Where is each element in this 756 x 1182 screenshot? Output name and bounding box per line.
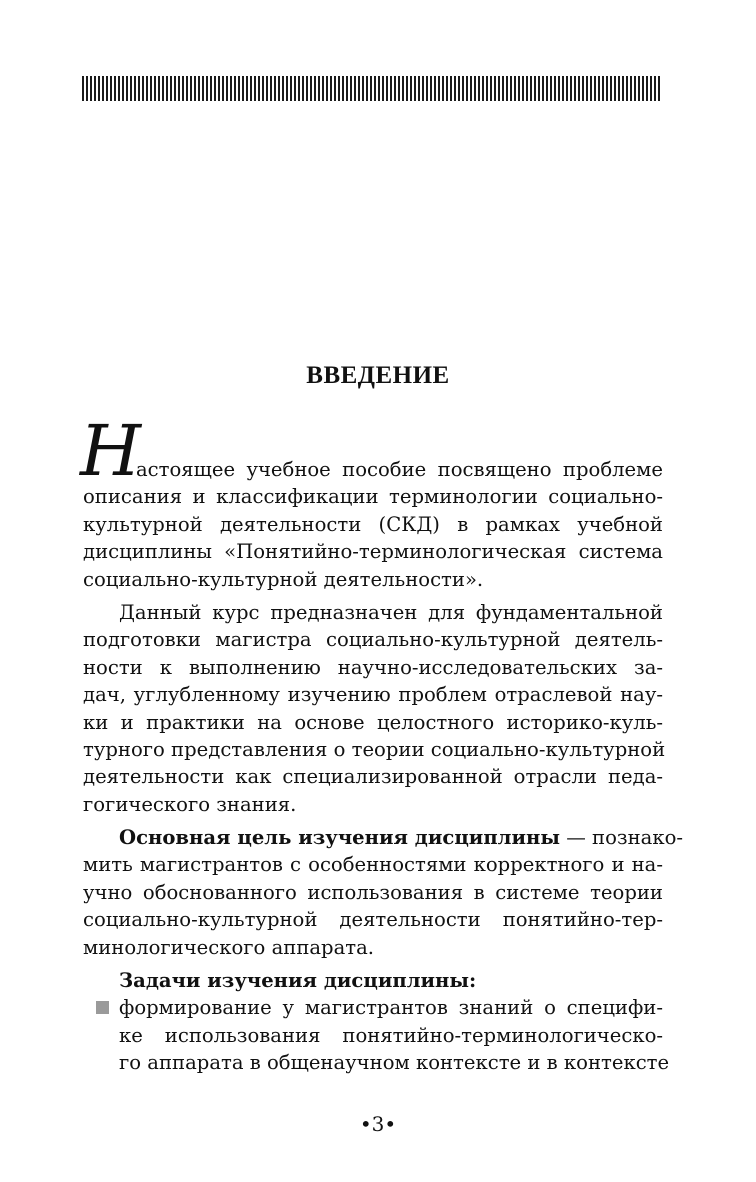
text-line: социально-культурной деятельности понятийно-тер- bbox=[83, 908, 663, 932]
text-line: учно обоснованного использования в системе теории bbox=[83, 880, 663, 904]
list-item bbox=[83, 994, 670, 1076]
page-number: •3• bbox=[359, 1112, 397, 1136]
text-line: минологического аппарата. bbox=[83, 935, 375, 959]
text-line: ки и практики на основе целостного историко-куль- bbox=[83, 710, 663, 734]
text-line: дач, углубленному изучению проблем отраслевой нау- bbox=[83, 683, 663, 707]
page-title: ВВЕДЕНИЕ bbox=[306, 362, 450, 389]
text-line: ке использования понятийно-терминологическо- bbox=[119, 1023, 663, 1047]
text-line: го аппарата в общенаучном контексте и в контексте bbox=[119, 1051, 670, 1075]
course-paragraph bbox=[83, 599, 666, 818]
goal-line-rest: — познако- bbox=[560, 826, 683, 850]
body-text bbox=[83, 456, 683, 1077]
header-ornament-rule bbox=[82, 76, 662, 101]
text-line: подготовки магистра социально-культурной деятель- bbox=[83, 628, 663, 652]
text-line: мить магистрантов с особенностями корректного и на- bbox=[83, 853, 663, 877]
goal-heading: Основная цель изучения дисциплины bbox=[119, 826, 560, 850]
text-line: гогического знания. bbox=[83, 792, 297, 816]
text-line: социально-культурной деятельности». bbox=[83, 567, 484, 591]
tasks-section bbox=[83, 967, 670, 1077]
intro-paragraph bbox=[83, 456, 663, 593]
goal-paragraph bbox=[83, 824, 683, 961]
text-line: Данный курс предназначен для фундаментальной bbox=[119, 600, 663, 624]
text-line: дисциплины «Понятийно-терминологическая система bbox=[83, 540, 663, 564]
square-bullet-icon bbox=[96, 1001, 109, 1014]
text-line: деятельности как специализированной отрасли педа- bbox=[83, 765, 663, 789]
text-line: культурной деятельности (СКД) в рамках учебной bbox=[83, 512, 663, 536]
drop-cap: Н bbox=[80, 410, 142, 492]
text-line: формирование у магистрантов знаний о специфи- bbox=[119, 996, 663, 1020]
text-line: ности к выполнению научно-исследовательских за- bbox=[83, 655, 663, 679]
text-line: астоящее учебное пособие посвящено проблеме bbox=[136, 458, 663, 481]
text-line: описания и классификации терминологии социально- bbox=[83, 485, 663, 509]
tasks-heading: Задачи изучения дисциплины: bbox=[119, 969, 477, 993]
text-line bbox=[83, 824, 683, 851]
text-line: турного представления о теории социально-культурной bbox=[83, 737, 666, 761]
